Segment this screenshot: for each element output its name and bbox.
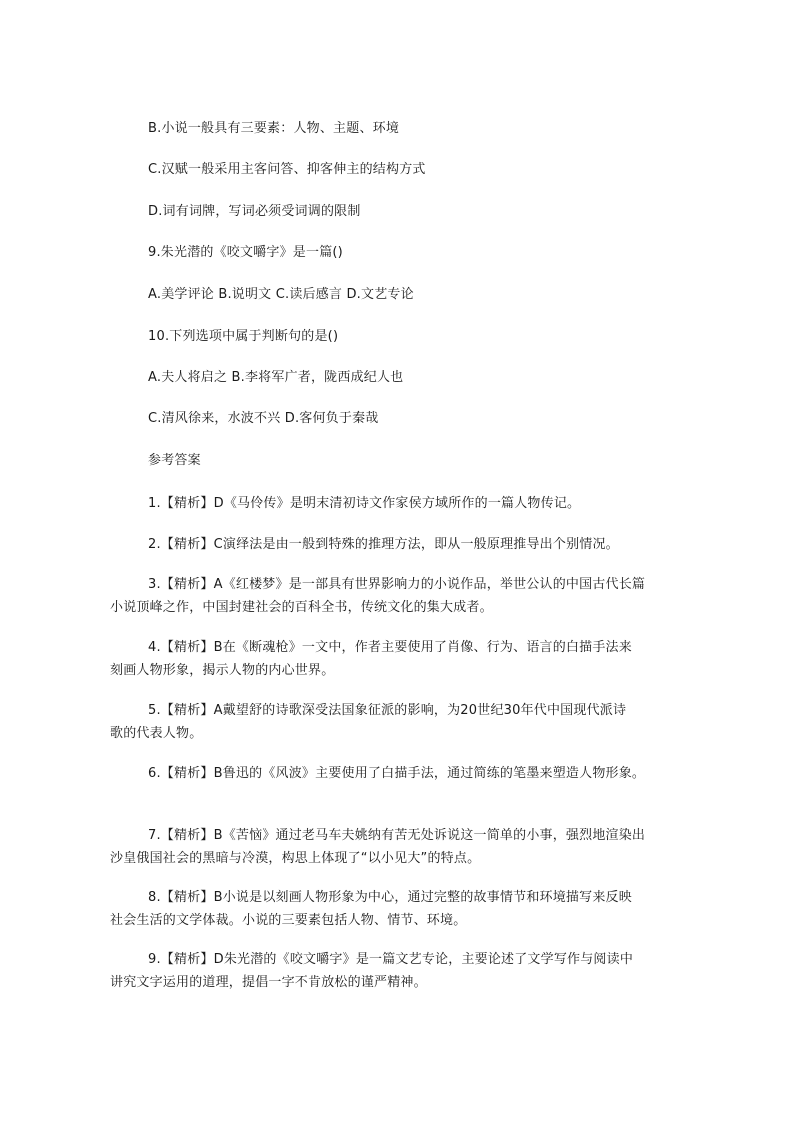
answer-8-line2: 社会生活的文学体裁。小说的三要素包括人物、情节、环境。 [110,913,467,928]
answer-2 [110,533,680,556]
answer-9 [110,948,680,994]
answer-7-line2: 沙皇俄国社会的黑暗与冷漠，构思上体现了“以小见大”的特点。 [110,851,481,866]
q10-stem: 10.下列选项中属于判断句的是() [148,329,339,344]
answer-5-line1: 5.【精析】A戴望舒的诗歌深受法国象征派的影响，为20世纪30年代中国现代派诗 [148,703,627,718]
answer-2-line1: 2.【精析】C演绎法是由一般到特殊的推理方法，即从一般原理推导出个别情况。 [148,537,619,552]
answer-4 [110,636,680,682]
answer-8-line1: 8.【精析】B小说是以刻画人物形象为中心，通过完整的故事情节和环境描写来反映 [148,890,632,905]
answer-3-line1: 3.【精析】A《红楼梦》是一部具有世界影响力的小说作品，举世公认的中国古代长篇 [148,577,646,592]
answer-6-line1: 6.【精析】B鲁迅的《风波》主要使用了白描手法，通过简练的笔墨来塑造人物形象。 [148,766,646,781]
answer-5-line2: 歌的代表人物。 [110,726,203,741]
q8-option-b: B.小说一般具有三要素：人物、主题、环境 [148,121,400,136]
q8-option-d: D.词有词牌，写词必须受词调的限制 [148,204,361,219]
answer-6 [110,762,680,785]
answer-9-line2: 讲究文字运用的道理，提倡一字不肯放松的谨严精神。 [110,975,427,990]
answer-3 [110,573,680,619]
q9-stem: 9.朱光潜的《咬文嚼字》是一篇() [148,245,343,260]
answer-1-line1: 1.【精析】D《马伶传》是明末清初诗文作家侯方域所作的一篇人物传记。 [148,496,581,511]
answer-3-line2: 小说顶峰之作，中国封建社会的百科全书，传统文化的集大成者。 [110,600,493,615]
q10-options-ab: A.夫人将启之 B.李将军广者，陇西成纪人也 [148,370,404,385]
answer-4-line2: 刻画人物形象，揭示人物的内心世界。 [110,663,335,678]
answer-5 [110,699,680,745]
answer-7-line1: 7.【精析】B《苦恼》通过老马车夫姚纳有苦无处诉说这一简单的小事，强烈地渲染出 [148,828,646,843]
answer-4-line1: 4.【精析】B在《断魂枪》一文中，作者主要使用了肖像、行为、语言的白描手法来 [148,640,632,655]
answer-8 [110,886,680,932]
q9-options: A.美学评论 B.说明文 C.读后感言 D.文艺专论 [148,287,414,302]
q10-options-cd: C.清风徐来，水波不兴 D.客何负于秦哉 [148,411,379,426]
answer-9-line1: 9.【精析】D朱光潜的《咬文嚼字》是一篇文艺专论，主要论述了文学写作与阅读中 [148,952,634,967]
q8-option-c: C.汉赋一般采用主客问答、抑客伸主的结构方式 [148,162,426,177]
answer-7 [110,824,680,870]
answer-1 [110,492,680,515]
answers-heading: 参考答案 [148,453,201,468]
